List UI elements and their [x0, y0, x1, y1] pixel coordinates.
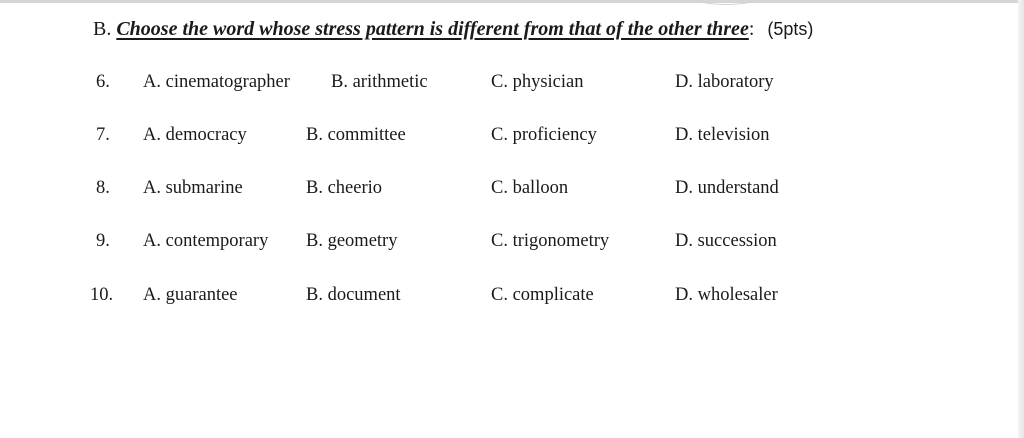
option-a: A. contemporary [143, 231, 269, 251]
option-b: B. committee [306, 125, 406, 145]
option-a: A. cinematographer [143, 72, 290, 92]
section-letter: B. [93, 18, 112, 40]
page-right-edge [1018, 0, 1024, 438]
option-a: A. guarantee [143, 285, 238, 305]
section-instruction: Choose the word whose stress pattern is different from that of the other three [116, 18, 749, 40]
question-number: 7. [96, 125, 110, 145]
question-row [0, 280, 1000, 310]
section-heading [93, 16, 813, 42]
question-row [0, 120, 1000, 150]
option-d: D. television [675, 125, 770, 145]
option-c: C. physician [491, 72, 584, 92]
question-number: 10. [90, 285, 114, 305]
option-c: C. balloon [491, 178, 569, 198]
option-c: C. proficiency [491, 125, 597, 145]
option-b: B. geometry [306, 231, 398, 251]
question-row [0, 173, 1000, 203]
instruction-colon: : [748, 18, 755, 40]
question-row [0, 67, 1000, 97]
option-a: A. submarine [143, 178, 243, 198]
option-b: B. arithmetic [331, 72, 428, 92]
option-d: D. laboratory [675, 72, 774, 92]
option-b: B. document [306, 285, 401, 305]
option-c: C. complicate [491, 285, 594, 305]
option-c: C. trigonometry [491, 231, 610, 251]
option-d: D. succession [675, 231, 777, 251]
option-d: D. understand [675, 178, 779, 198]
option-a: A. democracy [143, 125, 247, 145]
section-points: (5pts) [767, 19, 814, 39]
page-top-edge [0, 0, 1024, 3]
option-d: D. wholesaler [675, 285, 778, 305]
question-row [0, 226, 1000, 256]
question-number: 6. [96, 72, 110, 92]
question-number: 8. [96, 178, 110, 198]
question-number: 9. [96, 231, 110, 251]
option-b: B. cheerio [306, 178, 383, 198]
